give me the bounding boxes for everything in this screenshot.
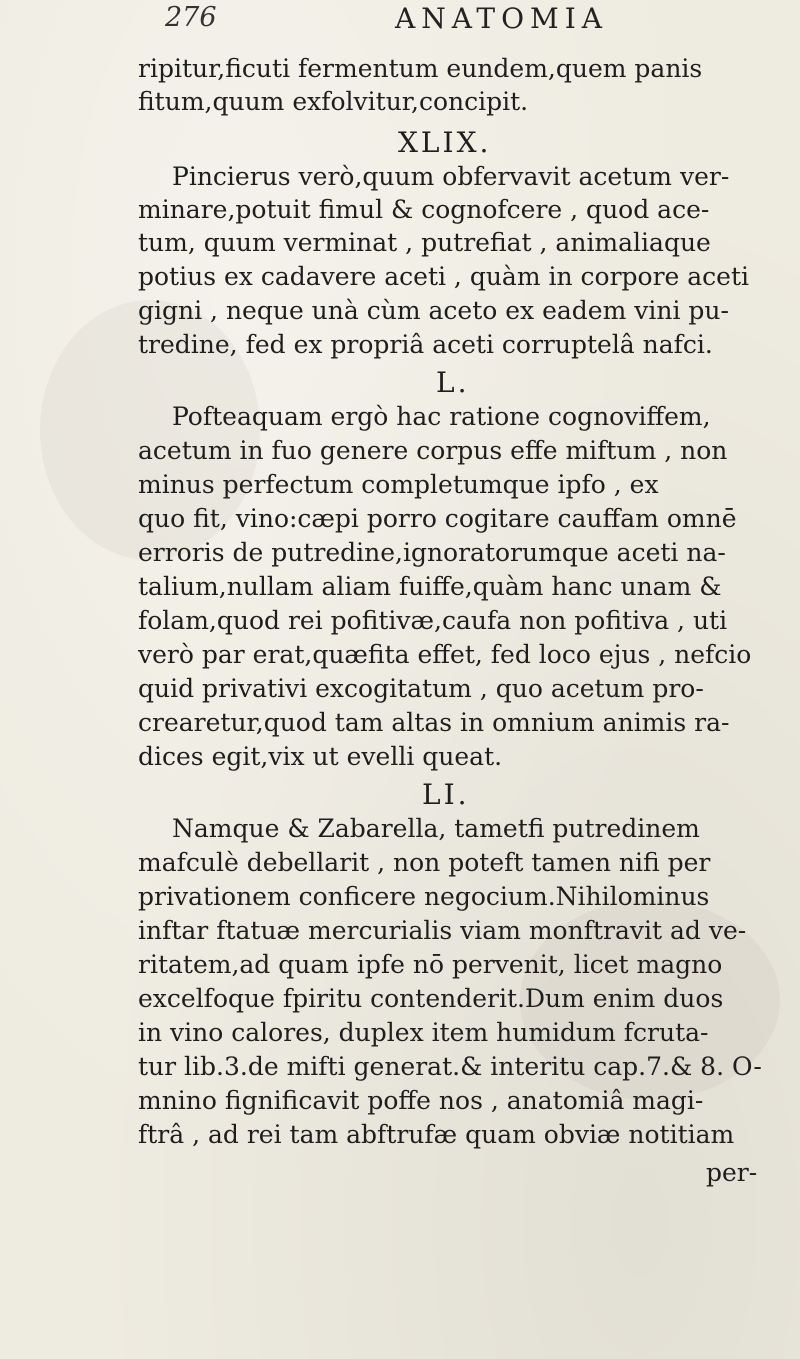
- text-line: tredine, fed ex propriâ aceti corruptelâ nafci.: [138, 330, 713, 359]
- text-line: talium,nullam aliam fuiffe,quàm hanc unam &: [138, 572, 722, 601]
- text-line: tum, quum verminat , putrefiat , animaliaque: [138, 228, 711, 257]
- text-line: erroris de putredine,ignoratorumque aceti na-: [138, 538, 726, 567]
- text-line: Pincierus verò,quum obfervavit acetum ver-: [172, 162, 730, 191]
- text-line: inftar ftatuæ mercurialis viam monftravit ad ve-: [138, 916, 747, 945]
- text-line: mnino fignificavit poffe nos , anatomiâ magi-: [138, 1086, 704, 1115]
- text-line: crearetur,quod tam altas in omnium animis ra-: [138, 708, 730, 737]
- text-line: acetum in fuo genere corpus effe miftum , non: [138, 436, 728, 465]
- text-line: dices egit,vix ut evelli queat.: [138, 742, 503, 771]
- text-line: excelfoque fpiritu contenderit.Dum enim duos: [138, 984, 724, 1013]
- text-line: minus perfectum completumque ipfo , ex: [138, 470, 659, 499]
- text-line: Pofteaquam ergò hac ratione cognoviffem,: [172, 402, 711, 431]
- section-heading: L.: [436, 366, 470, 399]
- text-line: tur lib.3.de mifti generat.& interitu cap.7.& 8. O-: [138, 1052, 762, 1081]
- catchword: per-: [706, 1158, 758, 1187]
- text-line: in vino calores, duplex item humidum fcruta-: [138, 1018, 709, 1047]
- text-line: fitum,quum exfolvitur,concipit.: [138, 87, 529, 116]
- text-line: ftrâ , ad rei tam abftrufæ quam obviæ notitiam: [138, 1120, 735, 1149]
- text-line: privationem conficere negocium.Nihilominus: [138, 882, 710, 911]
- text-line: Namque & Zabarella, tametfi putredinem: [172, 814, 700, 843]
- section-heading: XLIX.: [398, 126, 492, 159]
- section-heading: LI.: [422, 778, 470, 811]
- text-line: quo fit, vino:cæpi porro cogitare cauffam omnē: [138, 504, 737, 533]
- running-head: ANATOMIA: [395, 2, 608, 35]
- page-number: 276: [165, 2, 217, 33]
- text-line: minare,potuit fimul & cognofcere , quod ace-: [138, 195, 710, 224]
- page-header: [0, 0, 800, 40]
- text-line: ripitur,ficuti fermentum eundem,quem panis: [138, 54, 703, 83]
- text-line: folam,quod rei pofitivæ,caufa non pofitiva , uti: [138, 606, 728, 635]
- text-line: potius ex cadavere aceti , quàm in corpore aceti: [138, 262, 750, 291]
- text-line: ritatem,ad quam ipfe nō pervenit, licet magno: [138, 950, 723, 979]
- text-line: mafculè debellarit , non poteft tamen nifi per: [138, 848, 711, 877]
- text-line: quid privativi excogitatum , quo acetum pro-: [138, 674, 704, 703]
- text-line: verò par erat,quæfita effet, fed loco ejus , nefcio: [138, 640, 752, 669]
- text-line: gigni , neque unà cùm aceto ex eadem vini pu-: [138, 296, 729, 325]
